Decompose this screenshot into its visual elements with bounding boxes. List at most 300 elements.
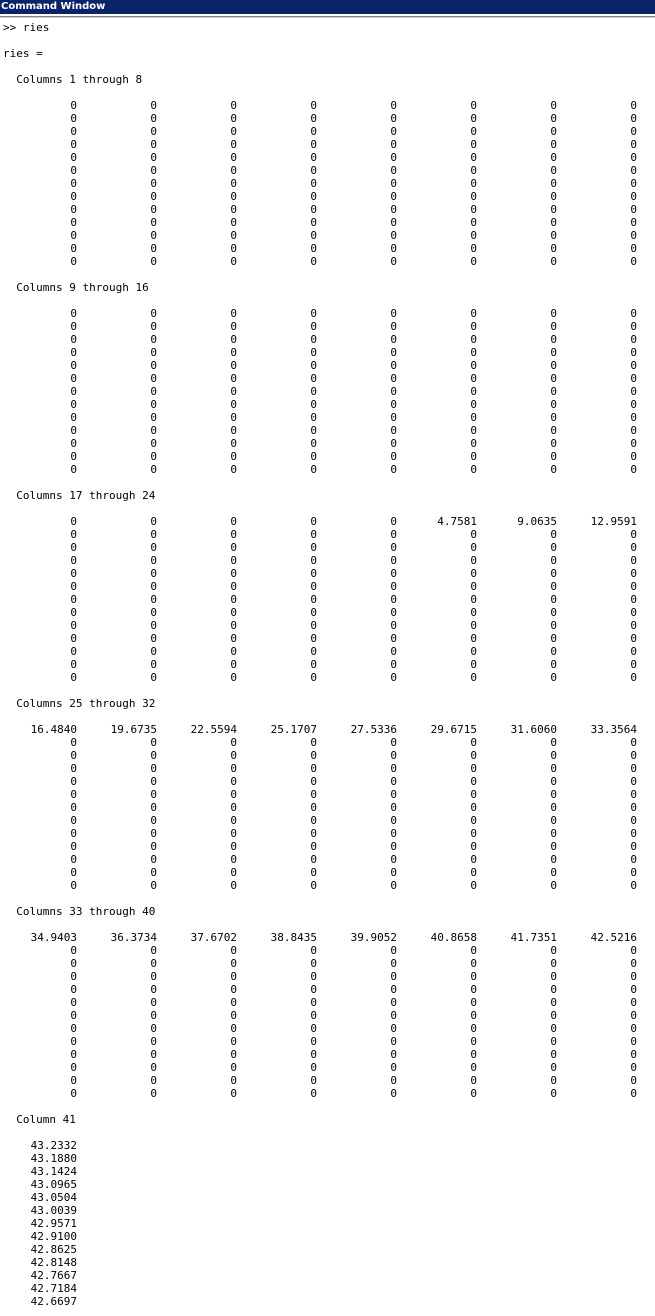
matrix-cell: 0 (550, 970, 557, 983)
matrix-cell: 0 (310, 567, 317, 580)
matrix-cell: 0 (390, 736, 397, 749)
matrix-cell: 0 (230, 762, 237, 775)
matrix-cell: 0 (310, 1035, 317, 1048)
matrix-cell: 0 (70, 255, 77, 268)
matrix-cell: 0 (550, 593, 557, 606)
matrix-cell: 0 (70, 112, 77, 125)
matrix-cell: 0 (230, 996, 237, 1009)
matrix-row (3, 1061, 655, 1074)
matrix-cell: 0 (70, 359, 77, 372)
matrix-cell: 0 (470, 944, 477, 957)
matrix-cell: 0 (230, 450, 237, 463)
matrix-cell: 0 (630, 437, 637, 450)
matrix-cell: 0 (390, 372, 397, 385)
matrix-cell: 0 (310, 372, 317, 385)
matrix-cell: 0 (390, 151, 397, 164)
matrix-cell: 0 (310, 645, 317, 658)
matrix-cell: 0 (630, 528, 637, 541)
matrix-cell: 0 (470, 619, 477, 632)
matrix-cell: 0 (150, 398, 157, 411)
matrix-cell: 0 (470, 151, 477, 164)
matrix-cell: 0 (470, 749, 477, 762)
matrix-cell: 29.6715 (430, 723, 477, 736)
matrix-cell: 0 (550, 1022, 557, 1035)
matrix-cell: 0 (310, 437, 317, 450)
matrix-cell: 0 (310, 138, 317, 151)
matrix-cell: 0 (150, 437, 157, 450)
matrix-cell: 0 (630, 788, 637, 801)
matrix-row (3, 801, 655, 814)
blank-line (3, 892, 655, 905)
matrix-cell: 0 (230, 671, 237, 684)
matrix-cell: 0 (150, 255, 157, 268)
matrix-row (3, 346, 655, 359)
matrix-cell: 0 (390, 437, 397, 450)
matrix-cell: 0 (630, 112, 637, 125)
matrix-cell: 0 (310, 554, 317, 567)
matrix-cell: 0 (150, 632, 157, 645)
matrix-cell: 0 (150, 996, 157, 1009)
matrix-cell: 0 (310, 307, 317, 320)
matrix-cell: 0 (150, 567, 157, 580)
matrix-cell: 0 (550, 203, 557, 216)
matrix-cell: 0 (310, 359, 317, 372)
command-text: ries (22, 21, 50, 34)
matrix-cell: 0 (70, 1022, 77, 1035)
matrix-row (3, 658, 655, 671)
matrix-cell: 0 (150, 125, 157, 138)
matrix-row (3, 879, 655, 892)
matrix-cell: 0 (390, 164, 397, 177)
matrix-cell: 0 (470, 866, 477, 879)
matrix-cell: 0 (630, 398, 637, 411)
matrix-cell: 0 (470, 99, 477, 112)
matrix-cell: 0 (390, 1074, 397, 1087)
matrix-cell: 0 (70, 450, 77, 463)
matrix-cell: 0 (150, 216, 157, 229)
matrix-cell: 0 (390, 255, 397, 268)
matrix-row (3, 983, 655, 996)
matrix-cell: 0 (470, 1061, 477, 1074)
matrix-row (3, 970, 655, 983)
matrix-cell: 0 (550, 944, 557, 957)
matrix-cell: 0 (390, 658, 397, 671)
matrix-cell: 0 (550, 1035, 557, 1048)
matrix-cell: 0 (390, 203, 397, 216)
blank-line (3, 918, 655, 931)
matrix-cell: 0 (390, 1061, 397, 1074)
matrix-cell: 0 (70, 970, 77, 983)
matrix-cell: 0 (470, 125, 477, 138)
matrix-cell: 0 (470, 450, 477, 463)
matrix-cell: 0 (550, 333, 557, 346)
matrix-cell: 0 (150, 320, 157, 333)
matrix-cell: 0 (310, 983, 317, 996)
matrix-cell: 0 (550, 151, 557, 164)
matrix-cell: 0 (550, 437, 557, 450)
matrix-cell: 0 (70, 827, 77, 840)
matrix-cell: 0 (230, 528, 237, 541)
matrix-cell: 0 (470, 437, 477, 450)
matrix-cell: 0 (70, 606, 77, 619)
matrix-cell: 0 (550, 749, 557, 762)
matrix-cell: 0 (310, 996, 317, 1009)
matrix-cell: 0 (150, 801, 157, 814)
matrix-cell: 0 (550, 216, 557, 229)
matrix-cell: 0 (550, 866, 557, 879)
matrix-cell: 0 (230, 554, 237, 567)
matrix-cell: 0 (310, 970, 317, 983)
matrix-cell: 0 (390, 983, 397, 996)
matrix-cell: 0 (550, 983, 557, 996)
blank-line (3, 34, 655, 47)
matrix-cell: 0 (630, 203, 637, 216)
matrix-cell: 0 (470, 203, 477, 216)
matrix-cell: 0 (550, 528, 557, 541)
matrix-cell: 0 (630, 866, 637, 879)
matrix-cell: 0 (550, 1061, 557, 1074)
matrix-cell: 0 (150, 671, 157, 684)
matrix-cell: 0 (470, 827, 477, 840)
matrix-cell: 0 (150, 580, 157, 593)
matrix-cell: 0 (70, 957, 77, 970)
matrix-cell: 0 (470, 216, 477, 229)
matrix-cell: 0 (390, 762, 397, 775)
matrix-cell: 0 (70, 801, 77, 814)
matrix-cell: 0 (630, 1074, 637, 1087)
matrix-cell: 0 (70, 619, 77, 632)
matrix-cell: 0 (70, 320, 77, 333)
matrix-cell: 42.8625 (30, 1243, 77, 1256)
matrix-cell: 0 (150, 619, 157, 632)
matrix-row (3, 242, 655, 255)
blank-line (3, 294, 655, 307)
matrix-cell: 0 (150, 970, 157, 983)
matrix-cell: 0 (310, 671, 317, 684)
matrix-cell: 0 (70, 1035, 77, 1048)
matrix-cell: 0 (70, 554, 77, 567)
matrix-cell: 42.9100 (30, 1230, 77, 1243)
matrix-row (3, 112, 655, 125)
matrix-cell: 43.2332 (30, 1139, 77, 1152)
matrix-cell: 0 (630, 333, 637, 346)
matrix-cell: 0 (470, 606, 477, 619)
columns-header: Column 41 (3, 1113, 76, 1126)
matrix-cell: 0 (630, 411, 637, 424)
matrix-cell: 0 (550, 346, 557, 359)
matrix-cell: 0 (150, 1074, 157, 1087)
matrix-cell: 0 (390, 671, 397, 684)
matrix-cell: 0 (310, 216, 317, 229)
matrix-cell: 0 (630, 944, 637, 957)
matrix-cell: 0 (470, 463, 477, 476)
blank-line (3, 502, 655, 515)
matrix-cell: 0 (150, 450, 157, 463)
matrix-cell: 0 (630, 1087, 637, 1100)
matrix-cell: 39.9052 (350, 931, 397, 944)
matrix-cell: 0 (70, 996, 77, 1009)
matrix-cell: 0 (550, 307, 557, 320)
matrix-cell: 0 (390, 359, 397, 372)
matrix-cell: 0 (230, 177, 237, 190)
matrix-cell: 0 (70, 424, 77, 437)
matrix-row (3, 138, 655, 151)
matrix-row (3, 99, 655, 112)
matrix-cell: 0 (70, 983, 77, 996)
matrix-cell: 0 (470, 580, 477, 593)
matrix-row (3, 1009, 655, 1022)
matrix-cell: 0 (310, 1061, 317, 1074)
matrix-cell: 0 (630, 1048, 637, 1061)
matrix-cell: 0 (630, 853, 637, 866)
matrix-cell: 36.3734 (110, 931, 157, 944)
matrix-cell: 0 (230, 645, 237, 658)
matrix-row (3, 723, 655, 736)
matrix-cell: 43.0504 (30, 1191, 77, 1204)
matrix-cell: 0 (630, 619, 637, 632)
window-title: Command Window (1, 1, 106, 12)
matrix-cell: 0 (310, 385, 317, 398)
matrix-cell: 0 (230, 151, 237, 164)
matrix-cell: 0 (550, 879, 557, 892)
matrix-cell: 0 (630, 359, 637, 372)
matrix-row (3, 541, 655, 554)
matrix-cell: 0 (230, 255, 237, 268)
matrix-row (3, 944, 655, 957)
blank-line (3, 476, 655, 489)
matrix-cell: 0 (310, 229, 317, 242)
matrix-cell: 0 (550, 190, 557, 203)
matrix-cell: 0 (70, 125, 77, 138)
matrix-cell: 0 (310, 762, 317, 775)
matrix-cell: 0 (70, 840, 77, 853)
matrix-row (3, 398, 655, 411)
matrix-cell: 0 (70, 411, 77, 424)
matrix-row (3, 567, 655, 580)
matrix-cell: 0 (470, 333, 477, 346)
matrix-cell: 0 (550, 736, 557, 749)
matrix-cell: 0 (470, 762, 477, 775)
matrix-cell: 42.9571 (30, 1217, 77, 1230)
matrix-cell: 0 (630, 840, 637, 853)
matrix-cell: 0 (390, 944, 397, 957)
matrix-cell: 0 (70, 1061, 77, 1074)
matrix-cell: 0 (470, 385, 477, 398)
matrix-cell: 43.1880 (30, 1152, 77, 1165)
matrix-cell: 0 (550, 255, 557, 268)
matrix-cell: 0 (630, 424, 637, 437)
matrix-cell: 0 (230, 1009, 237, 1022)
matrix-cell: 0 (230, 593, 237, 606)
matrix-cell: 0 (230, 112, 237, 125)
matrix-cell: 0 (630, 125, 637, 138)
matrix-cell: 0 (230, 398, 237, 411)
matrix-cell: 0 (550, 1087, 557, 1100)
matrix-cell: 0 (550, 99, 557, 112)
matrix-cell: 0 (310, 424, 317, 437)
columns-header: Columns 9 through 16 (3, 281, 149, 294)
matrix-cell: 0 (470, 528, 477, 541)
matrix-cell: 0 (630, 554, 637, 567)
matrix-cell: 0 (390, 112, 397, 125)
matrix-row (3, 996, 655, 1009)
matrix-cell: 0 (630, 996, 637, 1009)
matrix-cell: 0 (470, 164, 477, 177)
matrix-cell: 0 (630, 151, 637, 164)
matrix-row (3, 632, 655, 645)
matrix-cell: 0 (630, 307, 637, 320)
matrix-cell: 0 (630, 567, 637, 580)
matrix-cell: 0 (630, 138, 637, 151)
matrix-cell: 0 (150, 658, 157, 671)
matrix-cell: 0 (470, 1048, 477, 1061)
matrix-cell: 0 (470, 996, 477, 1009)
matrix-cell: 22.5594 (190, 723, 237, 736)
matrix-cell: 0 (310, 593, 317, 606)
matrix-row (3, 229, 655, 242)
matrix-cell: 0 (310, 99, 317, 112)
matrix-cell: 0 (310, 164, 317, 177)
matrix-cell: 0 (390, 801, 397, 814)
matrix-cell: 0 (70, 632, 77, 645)
matrix-row (3, 645, 655, 658)
matrix-cell: 0 (230, 411, 237, 424)
matrix-row (3, 1191, 655, 1204)
matrix-cell: 0 (310, 203, 317, 216)
matrix-cell: 0 (390, 138, 397, 151)
matrix-cell: 0 (630, 801, 637, 814)
matrix-cell: 0 (150, 99, 157, 112)
matrix-cell: 0 (470, 190, 477, 203)
matrix-cell: 0 (390, 541, 397, 554)
matrix-cell: 0 (390, 1022, 397, 1035)
matrix-cell: 0 (230, 463, 237, 476)
matrix-cell: 0 (550, 996, 557, 1009)
matrix-cell: 0 (630, 463, 637, 476)
matrix-cell: 0 (70, 749, 77, 762)
matrix-cell: 0 (470, 1009, 477, 1022)
matrix-cell: 42.8148 (30, 1256, 77, 1269)
matrix-cell: 0 (630, 580, 637, 593)
matrix-cell: 0 (550, 138, 557, 151)
matrix-cell: 0 (470, 632, 477, 645)
matrix-cell: 0 (390, 424, 397, 437)
matrix-cell: 0 (390, 385, 397, 398)
matrix-cell: 0 (230, 1087, 237, 1100)
matrix-cell: 0 (70, 593, 77, 606)
matrix-row (3, 1282, 655, 1295)
blank-line (3, 710, 655, 723)
matrix-cell: 0 (70, 788, 77, 801)
matrix-cell: 0 (390, 619, 397, 632)
matrix-cell: 0 (150, 541, 157, 554)
matrix-cell: 0 (470, 138, 477, 151)
matrix-cell: 0 (630, 970, 637, 983)
matrix-cell: 0 (230, 372, 237, 385)
matrix-row (3, 385, 655, 398)
matrix-cell: 0 (310, 1009, 317, 1022)
matrix-cell: 0 (470, 242, 477, 255)
matrix-row (3, 593, 655, 606)
matrix-cell: 0 (70, 567, 77, 580)
matrix-cell: 0 (630, 957, 637, 970)
matrix-cell: 0 (150, 957, 157, 970)
matrix-cell: 0 (630, 255, 637, 268)
matrix-cell: 0 (630, 762, 637, 775)
matrix-cell: 0 (230, 1022, 237, 1035)
matrix-cell: 0 (550, 775, 557, 788)
matrix-cell: 0 (630, 242, 637, 255)
matrix-cell: 0 (470, 853, 477, 866)
matrix-cell: 0 (630, 216, 637, 229)
matrix-cell: 0 (390, 593, 397, 606)
matrix-cell: 0 (70, 515, 77, 528)
matrix-cell: 0 (390, 788, 397, 801)
matrix-cell: 41.7351 (510, 931, 557, 944)
matrix-row (3, 866, 655, 879)
matrix-cell: 0 (390, 333, 397, 346)
matrix-cell: 0 (470, 801, 477, 814)
matrix-cell: 0 (470, 554, 477, 567)
matrix-cell: 0 (550, 1048, 557, 1061)
matrix-cell: 0 (150, 1061, 157, 1074)
matrix-cell: 0 (390, 320, 397, 333)
matrix-cell: 0 (550, 853, 557, 866)
matrix-row (3, 424, 655, 437)
command-window-output[interactable] (3, 21, 655, 1308)
matrix-cell: 12.9591 (590, 515, 637, 528)
matrix-cell: 0 (630, 99, 637, 112)
matrix-row (3, 320, 655, 333)
matrix-cell: 0 (150, 177, 157, 190)
window-title-bar[interactable] (0, 0, 655, 14)
matrix-cell: 42.5216 (590, 931, 637, 944)
matrix-cell: 0 (470, 1074, 477, 1087)
matrix-cell: 0 (70, 164, 77, 177)
matrix-cell: 0 (70, 775, 77, 788)
matrix-cell: 0 (310, 398, 317, 411)
matrix-cell: 0 (390, 866, 397, 879)
matrix-row (3, 619, 655, 632)
matrix-cell: 0 (470, 840, 477, 853)
matrix-row (3, 749, 655, 762)
matrix-row (3, 1022, 655, 1035)
matrix-cell: 0 (150, 606, 157, 619)
matrix-cell: 0 (70, 190, 77, 203)
matrix-cell: 0 (70, 528, 77, 541)
matrix-cell: 0 (390, 554, 397, 567)
matrix-cell: 0 (70, 463, 77, 476)
matrix-cell: 0 (470, 398, 477, 411)
matrix-cell: 0 (70, 398, 77, 411)
matrix-cell: 0 (390, 567, 397, 580)
matrix-cell: 0 (230, 606, 237, 619)
matrix-cell: 0 (390, 411, 397, 424)
matrix-row (3, 255, 655, 268)
matrix-cell: 25.1707 (270, 723, 317, 736)
matrix-cell: 0 (230, 983, 237, 996)
matrix-cell: 0 (550, 164, 557, 177)
matrix-row (3, 1204, 655, 1217)
matrix-cell: 0 (230, 827, 237, 840)
matrix-cell: 0 (230, 424, 237, 437)
matrix-cell: 0 (70, 229, 77, 242)
matrix-cell: 0 (390, 814, 397, 827)
matrix-cell: 19.6735 (110, 723, 157, 736)
matrix-cell: 0 (470, 229, 477, 242)
matrix-cell: 0 (630, 1009, 637, 1022)
matrix-cell: 0 (230, 437, 237, 450)
